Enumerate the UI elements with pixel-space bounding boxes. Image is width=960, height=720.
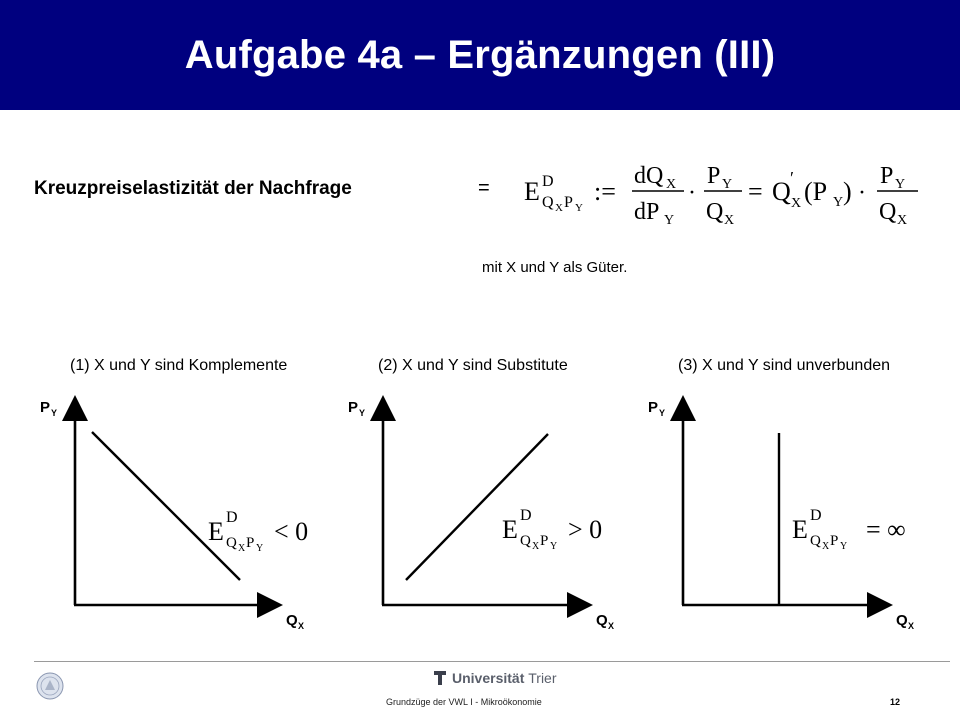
title-bar [0, 0, 960, 110]
page-number: 12 [890, 697, 901, 707]
frac1-numerator: dQ [634, 163, 664, 189]
svg-text:X: X [532, 541, 540, 552]
frac3-denominator-sub: X [897, 213, 908, 228]
y-axis-label: P [648, 399, 659, 416]
university-name-bold: Universität [452, 670, 525, 686]
slide-title: Aufgabe 4a – Ergänzungen (III) [184, 32, 776, 77]
svg-text:Y: Y [550, 541, 558, 552]
university-logo [432, 670, 557, 686]
svg-text:Q: Q [520, 533, 531, 549]
svg-text:= ∞: = ∞ [866, 515, 906, 544]
svg-text:< 0: < 0 [274, 517, 309, 546]
svg-text:Y: Y [840, 541, 848, 552]
derivative-q: Q [772, 177, 791, 206]
formula-e-sup: D [542, 173, 554, 190]
derivative-sub: X [791, 196, 802, 211]
formula-equals: = [748, 177, 763, 206]
x-axis-label: Q [896, 612, 908, 629]
svg-text:P: P [540, 533, 549, 549]
svg-text:Q: Q [810, 533, 821, 549]
frac1-denominator: dP [634, 199, 660, 225]
elasticity-positive [502, 507, 602, 552]
svg-text:X: X [238, 543, 246, 554]
svg-text:P: P [830, 533, 839, 549]
frac2-numerator-sub: Y [722, 177, 733, 192]
y-axis-label: P [348, 399, 359, 416]
svg-text:> 0: > 0 [568, 515, 603, 544]
university-name-light: Trier [528, 670, 557, 686]
demand-line-downward [92, 432, 240, 580]
elasticity-negative [208, 509, 308, 554]
university-name [452, 670, 557, 686]
elasticity-infinite [792, 507, 906, 552]
svg-text:D: D [520, 507, 532, 524]
frac3-denominator: Q [879, 199, 897, 225]
university-seal-icon [36, 672, 64, 700]
frac2-numerator: P [707, 163, 721, 189]
derivative-arg: (P [804, 177, 828, 206]
frac3-numerator-sub: Y [895, 177, 906, 192]
frac1-numerator-sub: X [666, 177, 677, 192]
cross-price-elasticity-formula [516, 150, 926, 235]
formula-assign: := [594, 177, 616, 206]
frac2-denominator: Q [706, 199, 724, 225]
frac1-denominator-sub: Y [664, 213, 675, 228]
definition-label: Kreuzpreiselastizität der Nachfrage [34, 178, 352, 199]
derivative-prime: ′ [790, 168, 794, 188]
formula-e-sub-x: X [555, 202, 563, 214]
frac3-numerator: P [880, 163, 894, 189]
formula-e-sub-y: Y [575, 202, 583, 214]
diagram-complements [30, 390, 330, 640]
svg-text:E: E [502, 515, 518, 544]
x-axis-label-sub: X [298, 621, 305, 631]
svg-text:X: X [822, 541, 830, 552]
diagram-substitutes [340, 390, 640, 640]
goods-note: mit X und Y als Güter. [482, 259, 628, 276]
diagram-unrelated [640, 390, 940, 640]
derivative-close: ) [843, 177, 852, 206]
x-axis-label: Q [286, 612, 298, 629]
x-axis-label: Q [596, 612, 608, 629]
y-axis-label: P [40, 399, 51, 416]
course-name: Grundzüge der VWL I - Mikroökonomie [386, 697, 542, 707]
formula-e: E [524, 177, 540, 206]
svg-text:D: D [226, 509, 238, 526]
caption-substitutes: (2) X und Y sind Substitute [378, 357, 568, 374]
formula-e-sub-q: Q [542, 194, 554, 211]
y-axis-label-sub: Y [659, 408, 666, 418]
caption-unrelated: (3) X und Y sind unverbunden [678, 357, 891, 374]
university-logo-icon [432, 670, 448, 686]
svg-text:Y: Y [256, 543, 264, 554]
svg-text:P: P [246, 535, 255, 551]
svg-text:E: E [208, 517, 224, 546]
x-axis-label-sub: X [608, 621, 615, 631]
formula-dot-2: · [858, 180, 866, 206]
formula-e-sub-p: P [564, 194, 573, 211]
svg-text:E: E [792, 515, 808, 544]
x-axis-label-sub: X [908, 621, 915, 631]
y-axis-label-sub: Y [359, 408, 366, 418]
formula-dot-1: · [688, 180, 696, 206]
caption-complements: (1) X und Y sind Komplemente [70, 357, 288, 374]
derivative-arg-sub: Y [833, 195, 844, 210]
svg-text:D: D [810, 507, 822, 524]
definition-equals: = [478, 177, 490, 199]
y-axis-label-sub: Y [51, 408, 58, 418]
svg-text:Q: Q [226, 535, 237, 551]
frac2-denominator-sub: X [724, 213, 735, 228]
footer-divider [34, 661, 950, 662]
